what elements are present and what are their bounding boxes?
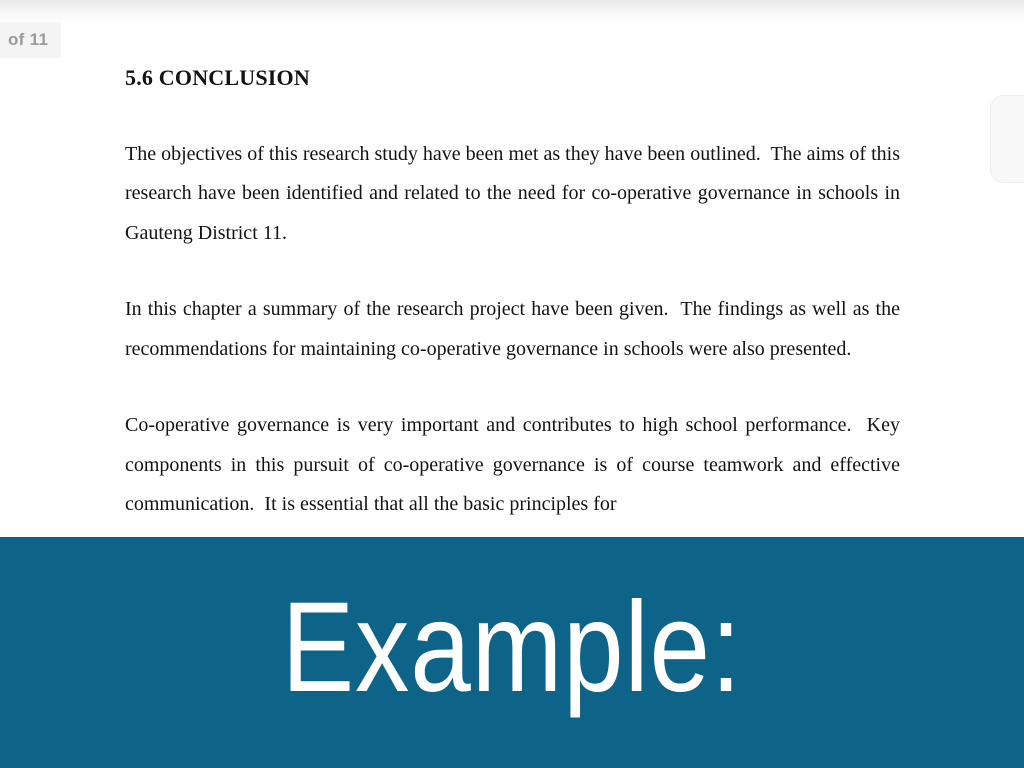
- page-indicator-badge: of 11: [0, 22, 61, 58]
- paragraph: The objectives of this research study have been met as they have been outlined. The aims of this research have been identified and related to the need for co-operative governance in schools in Gauteng District 11.: [125, 142, 905, 244]
- paragraph: Co-operative governance is very important and contributes to high school performance. Key components in this pursuit of co-operative governance is of course teamwork and effective communication. It is essential that all the basic principles for: [125, 414, 905, 515]
- document-page: [125, 58, 905, 562]
- example-banner: [0, 537, 1024, 768]
- side-pull-tab[interactable]: [990, 95, 1024, 183]
- top-gradient: [0, 0, 1024, 24]
- paragraph: In this chapter a summary of the research project have been given. The findings as well as the recommendations for maintaining co-operative governance in schools were also presented.: [125, 298, 905, 360]
- conclusion-heading: 5.6 CONCLUSION: [125, 65, 310, 90]
- example-banner-title: Example:: [281, 575, 743, 719]
